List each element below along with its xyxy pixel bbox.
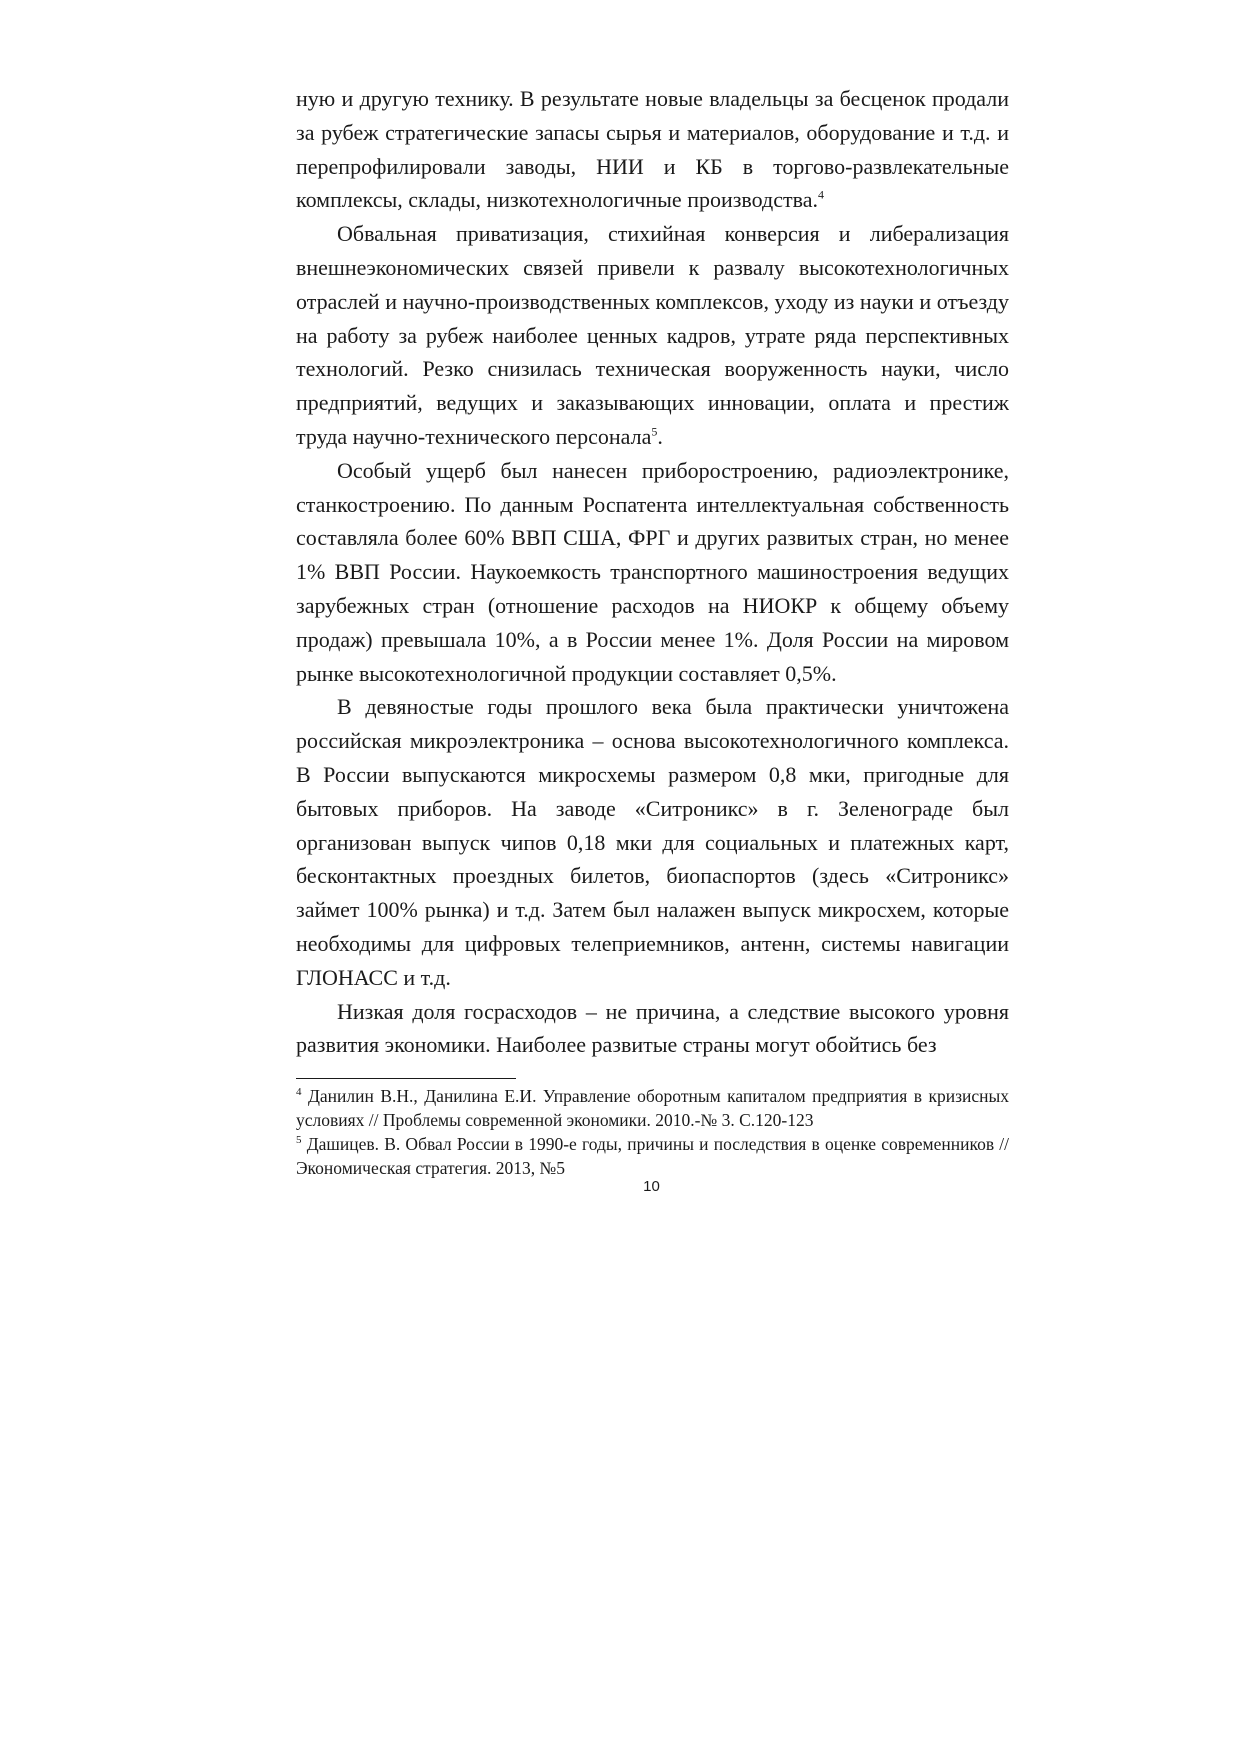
paragraph-5 xyxy=(296,995,1009,1063)
footnote-ref-4[interactable]: 4 xyxy=(817,188,824,203)
footnote-separator xyxy=(296,1078,516,1079)
paragraph-2-tail: . xyxy=(657,423,663,449)
footnote-5 xyxy=(296,1132,1009,1180)
footnote-4-mark: 4 xyxy=(296,1086,302,1099)
footnote-5-text: Дашицев. В. Обвал России в 1990-е годы, причины и последствия в оценке современников // Экономическая стратегия. 2013, №5 xyxy=(296,1134,1009,1178)
paragraph-3-text: Особый ущерб был нанесен приборостроению, радиоэлектронике, станкостроению. По данным Роспатента интеллектуальная собственность составляла более 60% ВВП США, ФРГ и других развитых стран, но менее 1% ВВП России. Наукоемкость транспортного машиностроения ведущих зарубежных стран (отношение расходов на НИОКР к общему объему продаж) превышала 10%, а в России менее 1%. Доля России на мировом рынке высокотехнологичной продукции составляет 0,5%. xyxy=(296,457,1009,686)
page-number: 10 xyxy=(643,1178,660,1195)
footnote-4-text: Данилин В.Н., Данилина Е.И. Управление оборотным капиталом предприятия в кризисных условиях // Проблемы современной экономики. 2010.-№ 3. С.120-123 xyxy=(296,1086,1009,1130)
footnote-5-mark: 5 xyxy=(296,1134,302,1147)
paragraph-1-text: ную и другую технику. В результате новые владельцы за бесценок продали за рубеж стратегические запасы сырья и материалов, оборудование и т.д. и перепрофилировали заводы, НИИ и КБ в торгово-развлекательные комплексы, склады, низкотехнологичные производства. xyxy=(296,86,1009,213)
paragraph-5-text: Низкая доля госрасходов – не причина, а следствие высокого уровня развития экономики. Наиболее развитые страны могут обойтись без xyxy=(296,998,1009,1058)
paragraph-2 xyxy=(296,217,1009,454)
paragraph-1 xyxy=(296,82,1009,217)
footnote-4 xyxy=(296,1084,1009,1132)
paragraph-4-text: В девяностые годы прошлого века была практически уничтожена российская микроэлектроника – основа высокотехнологичного комплекса. В России выпускаются микросхемы размером 0,8 мки, пригодные для бытовых приборов. На заводе «Ситроникс» в г. Зеленограде был организован выпуск чипов 0,18 мки для социальных и платежных карт, бесконтактных проездных билетов, биопаспортов (здесь «Ситроникс» займет 100% рынка) и т.д. Затем был налажен выпуск микросхем, которые необходимы для цифровых телеприемников, антенн, системы навигации ГЛОНАСС и т.д. xyxy=(296,694,1009,990)
paragraph-4 xyxy=(296,690,1009,994)
paragraph-3 xyxy=(296,454,1009,691)
main-text xyxy=(296,82,1009,1062)
paragraph-2-text: Обвальная приватизация, стихийная конверсия и либерализация внешнеэкономических связей привели к развалу высокотехнологичных отраслей и научно-производственных комплексов, уходу из науки и отъезду на работу за рубеж наиболее ценных кадров, утрате ряда перспективных технологий. Резко снизилась техническая вооруженность науки, число предприятий, ведущих и заказывающих инновации, оплата и престиж труда научно-технического персонала xyxy=(296,221,1009,449)
footnotes xyxy=(296,1084,1009,1180)
page-body xyxy=(296,82,1009,1062)
footnote-ref-5[interactable]: 5 xyxy=(651,424,658,439)
